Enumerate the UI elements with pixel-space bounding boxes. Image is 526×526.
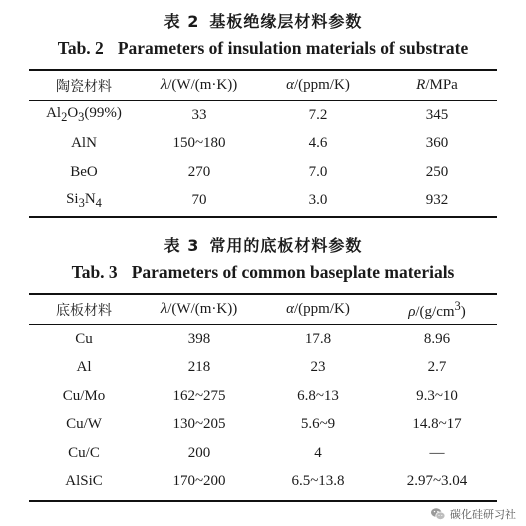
table2-cell-alpha: 4.6 (308, 135, 328, 152)
table3-number-cn: 表 3 (163, 236, 200, 255)
table2-header-lambda: λ/(W/(m·K)) (160, 77, 238, 93)
table2-cell-r: 250 (425, 163, 449, 180)
table-row (29, 354, 497, 383)
table-row (29, 130, 497, 159)
watermark (430, 506, 516, 522)
table3-cell-alpha: 6.8~13 (297, 387, 339, 404)
wechat-icon (430, 506, 446, 522)
table-row (29, 439, 497, 468)
table2-number-cn: 表 2 (163, 12, 200, 31)
table3-header-rho: $\rho/(g/cm^3)$ (408, 298, 466, 320)
table-row (29, 158, 497, 187)
table2-cell-alpha: 7.2 (308, 106, 328, 123)
table3-number-en: Tab. 3 (71, 262, 118, 282)
table2-caption-cn: 基板绝缘层材料参数 (209, 12, 363, 31)
table2-cell-material: AlN (71, 135, 97, 152)
table3-cell-rho: 2.7 (427, 359, 447, 376)
table3-cell-rho: 2.97~3.04 (406, 473, 468, 490)
table2-number-en: Tab. 2 (57, 38, 104, 58)
table3-caption-cn: 常用的底板材料参数 (209, 236, 363, 255)
table2-cell-material: BeO (70, 163, 98, 180)
table3-cell-rho: 9.3~10 (416, 387, 458, 404)
table2-cell-alpha: 7.0 (308, 163, 328, 180)
table2-header-material: 陶瓷材料 (56, 78, 112, 95)
table3-cell-material: AlSiC (65, 473, 103, 490)
table3-cell-rho: — (429, 444, 445, 461)
table3-cell-material: Cu (75, 330, 93, 347)
table2-cell-material: $Al_2O_3(99\%)$ (46, 105, 122, 125)
table-row (29, 101, 497, 130)
table3-cell-alpha: 17.8 (304, 330, 332, 347)
table3-header-alpha: α/(ppm/K) (286, 301, 350, 317)
table2-header-alpha: α/(ppm/K) (286, 77, 350, 93)
table2-header-r: R/MPa (416, 77, 458, 93)
table-row (29, 325, 497, 354)
table3-cell-lambda: 218 (187, 359, 211, 376)
table3-header-material: 底板材料 (56, 302, 112, 319)
table3-cell-alpha: 4 (314, 444, 322, 461)
table3-bottom-rule (29, 500, 497, 502)
table2-cell-lambda: 33 (191, 106, 207, 123)
table2-cell-r: 360 (425, 135, 449, 152)
table-row (29, 382, 497, 411)
table2 (29, 71, 497, 215)
table-row (29, 468, 497, 497)
table3-cell-lambda: 398 (187, 330, 211, 347)
table3-title-cn (0, 233, 526, 256)
table-row (29, 187, 497, 216)
table3-cell-rho: 14.8~17 (412, 416, 462, 433)
table2-caption-en: Parameters of insulation materials of substrate (117, 38, 469, 58)
watermark-text: 碳化硅研习社 (450, 508, 516, 521)
table2-cell-alpha: 3.0 (308, 192, 328, 209)
table3-cell-lambda: 162~275 (172, 387, 226, 404)
table2-cell-lambda: 270 (187, 163, 211, 180)
table2-cell-r: 345 (425, 106, 449, 123)
table2-cell-material: $Si_3N_4$ (66, 190, 102, 210)
table3-cell-lambda: 170~200 (172, 473, 226, 490)
table3-caption-en: Parameters of common baseplate materials (131, 262, 455, 282)
table3-cell-material: Al (76, 359, 92, 376)
table2-bottom-rule (29, 216, 497, 218)
table3-cell-alpha: 6.5~13.8 (291, 473, 345, 490)
table3-cell-alpha: 5.6~9 (300, 416, 336, 433)
table2-cell-lambda: 70 (191, 192, 207, 209)
table3-title-en (0, 262, 526, 283)
table3-cell-rho: 8.96 (423, 330, 451, 347)
table3-header-lambda: λ/(W/(m·K)) (160, 301, 238, 317)
table-row (29, 411, 497, 440)
table3-cell-alpha: 23 (310, 359, 326, 376)
table2-title-cn (0, 9, 526, 32)
table2-cell-r: 932 (425, 192, 449, 209)
table2-header-row (29, 71, 497, 101)
table2-title-en (0, 38, 526, 59)
table3-cell-material: Cu/Mo (62, 387, 106, 404)
table3-cell-material: Cu/W (66, 416, 102, 433)
table3 (29, 295, 497, 496)
table3-cell-material: Cu/C (68, 444, 100, 461)
table2-cell-lambda: 150~180 (172, 135, 226, 152)
table3-header-row (29, 295, 497, 325)
table3-cell-lambda: 130~205 (172, 416, 226, 433)
table3-cell-lambda: 200 (187, 444, 211, 461)
